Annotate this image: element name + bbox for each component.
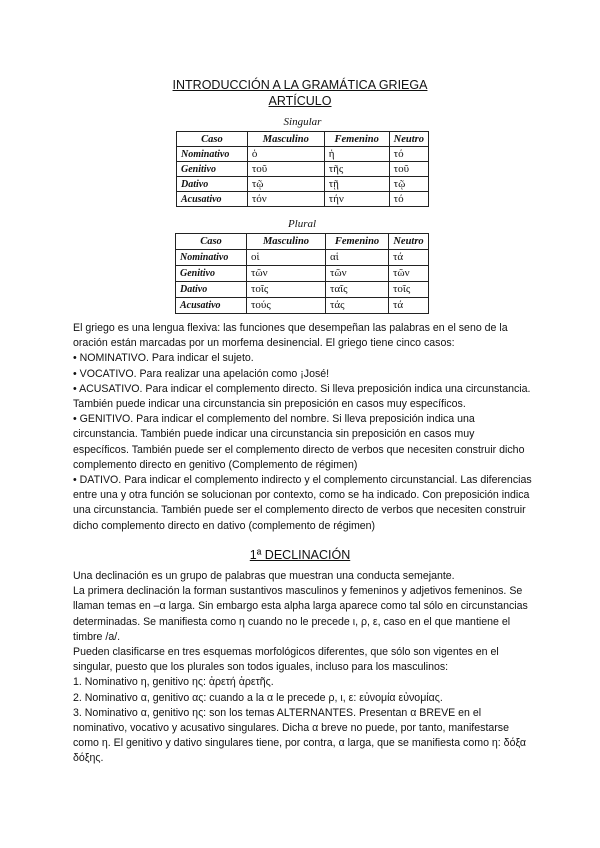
case-cell: Acusativo <box>176 298 247 314</box>
form-cell: τά <box>389 250 429 266</box>
case-cell: Nominativo <box>177 147 248 162</box>
form-cell: τῆς <box>324 162 389 177</box>
column-header: Masculino <box>247 234 326 250</box>
form-cell: τούς <box>247 298 326 314</box>
form-cell: τῇ <box>324 177 389 192</box>
form-cell: τοῖς <box>389 282 429 298</box>
case-cell: Acusativo <box>177 192 248 207</box>
form-cell: οἱ <box>247 250 326 266</box>
form-cell: τό <box>389 147 428 162</box>
paragraph: La primera declinación la forman sustantivos masculinos y femeninos y adjetivos femeninos. Se llaman temas en –α larga. Sin embargo esta alpha larga aparece como tal sólo en circunstancias determinadas. Se manifiesta como η cuando no le precede ι, ρ, ε, caso en el que mantiene el timbre /a/. <box>73 585 528 643</box>
page-title: INTRODUCCIÓN A LA GRAMÁTICA GRIEGA <box>172 78 428 92</box>
table-row <box>176 266 429 282</box>
singular-caption: Singular <box>283 116 322 128</box>
column-header: Femenino <box>324 132 389 147</box>
form-cell: τῷ <box>389 177 428 192</box>
form-cell: τά <box>389 298 429 314</box>
paragraph: El griego es una lengua flexiva: las funciones que desempeñan las palabras en el seno de la oración están marcadas por un morfema desinencial. El griego tiene cinco casos: <box>73 322 508 350</box>
column-header: Neutro <box>389 234 429 250</box>
form-cell: τάς <box>326 298 389 314</box>
case-cell: Genitivo <box>176 266 247 282</box>
column-header: Masculino <box>247 132 324 147</box>
form-cell: τῶν <box>389 266 429 282</box>
case-cell: Dativo <box>176 282 247 298</box>
plural-caption: Plural <box>287 218 317 230</box>
form-cell: ἡ <box>324 147 389 162</box>
column-header: Neutro <box>389 132 428 147</box>
form-cell: τήν <box>324 192 389 207</box>
list-item: 1. Nominativo η, genitivo ης: ἀρετή ἀρετῆς. <box>73 676 274 689</box>
form-cell: αἱ <box>326 250 389 266</box>
case-cell: Dativo <box>177 177 248 192</box>
section-heading: 1ª DECLINACIÓN <box>249 548 351 562</box>
form-cell: ὁ <box>247 147 324 162</box>
form-cell: τῶν <box>326 266 389 282</box>
form-cell: τῷ <box>247 177 324 192</box>
form-cell: τοῦ <box>389 162 428 177</box>
table-row <box>176 282 429 298</box>
declension-text-block <box>73 569 533 767</box>
case-cell: Genitivo <box>177 162 248 177</box>
page-subtitle: ARTÍCULO <box>268 94 332 108</box>
table-row <box>177 192 429 207</box>
list-item: • NOMINATIVO. Para indicar el sujeto. <box>73 352 254 365</box>
table-row <box>177 162 429 177</box>
singular-article-table <box>176 131 429 207</box>
list-item: • VOCATIVO. Para realizar una apelación como ¡José! <box>73 367 330 380</box>
case-cell: Nominativo <box>176 250 247 266</box>
table-row <box>177 177 429 192</box>
column-header: Caso <box>176 234 247 250</box>
paragraph: Pueden clasificarse en tres esquemas morfológicos diferentes, que sólo son vigentes en el singular, puesto que los plurales son todos iguales, incluso para los masculinos: <box>73 646 499 674</box>
list-item: • GENITIVO. Para indicar el complemento del nombre. Si lleva preposición indica una circunstancia. También puede indicar una circunstancia sin preposición en casos muy específicos. También puede ser el complemento directo de verbos que necesiten construir dicho complemento directo en genitivo (Complemento de régimen) <box>73 413 525 471</box>
table-row <box>177 147 429 162</box>
form-cell: τοῦ <box>247 162 324 177</box>
form-cell: ταῖς <box>326 282 389 298</box>
cases-text-block <box>73 321 533 534</box>
paragraph: Una declinación es un grupo de palabras que muestran una conducta semejante. <box>73 570 455 582</box>
list-item: 2. Nominativo α, genitivo ας: cuando a la α le precede ρ, ι, ε: εὐνομία εὐνομίας. <box>73 691 443 704</box>
list-item: • ACUSATIVO. Para indicar el complemento directo. Si lleva preposición indica una circunstancia. También puede indicar una circunstancia sin preposición en casos muy específicos. <box>73 382 531 411</box>
list-item: • DATIVO. Para indicar el complemento indirecto y el complemento circunstancial. Las diferencias entre una y otra función se solucionan por contexto, como se ha indicado. Con preposición indica una circunstancia. También puede ser el complemento directo de verbos que necesiten construir dicho complemento directo en dativo (complemento de régimen) <box>73 474 532 532</box>
column-header: Femenino <box>326 234 389 250</box>
form-cell: τόν <box>247 192 324 207</box>
form-cell: τῶν <box>247 266 326 282</box>
form-cell: τό <box>389 192 428 207</box>
form-cell: τοῖς <box>247 282 326 298</box>
table-row <box>176 298 429 314</box>
list-item: 3. Nominativo α, genitivo ης: son los temas ALTERNANTES. Presentan α BREVE en el nominativo, vocativo y acusativo singulares. Dicha α breve no puede, por tanto, manifestarse como η. El genitivo y dativo singulares tiene, por contra, α larga, que se manifiesta como η: δόξα δόξης. <box>73 706 527 765</box>
table-row <box>176 250 429 266</box>
plural-article-table <box>175 233 429 314</box>
column-header: Caso <box>177 132 248 147</box>
